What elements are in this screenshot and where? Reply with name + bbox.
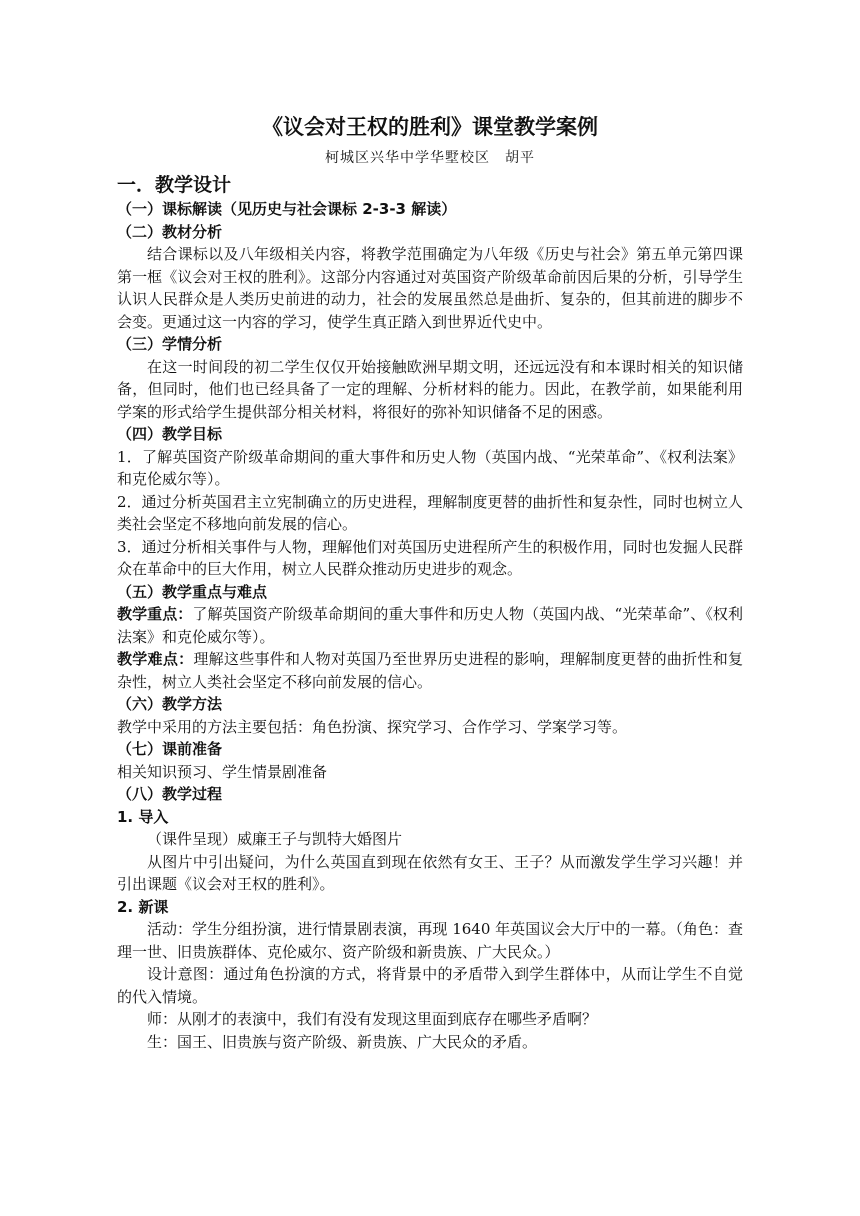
introduction-paragraph: 从图片中引出疑问，为什么英国直到现在依然有女王、王子？从而激发学生学习兴趣！并引出课题《议会对王权的胜利》。 [117, 852, 743, 893]
goal-item: 1．了解英国资产阶级革命期间的重大事件和历史人物（英国内战、“光荣革命”、《权利法案》和克伦威尔等）。 [117, 447, 743, 488]
subsection-standards: （一）课标解读（见历史与社会课标 2-3-3 解读） [117, 200, 457, 218]
difficult-point-label: 教学难点： [117, 650, 194, 668]
new-lesson-paragraph: 设计意图：通过角色扮演的方式，将背景中的矛盾带入到学生群体中，从而让学生不自觉的代入情境。 [117, 965, 743, 1006]
section-heading-teaching-design: 一．教学设计 [117, 174, 232, 196]
preparation-paragraph: 相关知识预习、学生情景剧准备 [117, 762, 328, 781]
teaching-methods-paragraph: 教学中采用的方法主要包括：角色扮演、探究学习、合作学习、学案学习等。 [117, 717, 628, 736]
goal-item: 3．通过分析相关事件与人物，理解他们对英国历史进程所产生的积极作用，同时也发掘人民群众在革命中的巨大作用，树立人民群众推动历史进步的观念。 [117, 537, 743, 578]
document-body [117, 112, 743, 1053]
step-introduction-heading: 1. 导入 [117, 807, 169, 826]
subsection-teaching-goals: （四）教学目标 [117, 425, 223, 443]
document-title: 《议会对王权的胜利》课堂教学案例 [262, 115, 598, 139]
subsection-student-analysis: （三）学情分析 [117, 335, 223, 353]
step-new-lesson-heading: 2. 新课 [117, 897, 169, 916]
new-lesson-paragraph: 生：国王、旧贵族与资产阶级、新贵族、广大民众的矛盾。 [147, 1032, 538, 1051]
subsection-teaching-process: （八）教学过程 [117, 785, 223, 803]
subsection-textbook-analysis: （二）教材分析 [117, 222, 223, 241]
subsection-preparation: （七）课前准备 [117, 740, 223, 758]
key-point-paragraph [117, 603, 743, 648]
subsection-teaching-methods: （六）教学方法 [117, 695, 223, 713]
new-lesson-paragraph: 师：从刚才的表演中，我们有没有发现这里面到底存在哪些矛盾啊？ [147, 1010, 598, 1028]
author-line: 柯城区兴华中学华墅校区 胡平 [325, 150, 535, 166]
goal-item: 2．通过分析英国君主立宪制确立的历史进程，理解制度更替的曲折性和复杂性，同时也树立人类社会坚定不移地向前发展的信心。 [117, 492, 743, 533]
key-point-text: 了解英国资产阶级革命期间的重大事件和历史人物（英国内战、“光荣革命”、《权利法案》和克伦威尔等）。 [117, 605, 743, 646]
subsection-key-difficult-points: （五）教学重点与难点 [117, 582, 268, 601]
textbook-analysis-paragraph: 结合课标以及八年级相关内容，将教学范围确定为八年级《历史与社会》第五单元第四课第一框《议会对王权的胜利》。这部分内容通过对英国资产阶级革命前因后果的分析，引导学生认识人民群众是人类历史前进的动力，社会的发展虽然总是曲折、复杂的，但其前进的脚步不会变。更通过这一内容的学习，使学生真正踏入到世界近代史中。 [117, 245, 743, 331]
key-point-label: 教学重点： [117, 605, 193, 623]
introduction-paragraph: （课件呈现）威廉王子与凯特大婚图片 [147, 830, 403, 848]
difficult-point-text: 理解这些事件和人物对英国乃至世界历史进程的影响，理解制度更替的曲折性和复杂性，树立人类社会坚定不移向前发展的信心。 [117, 650, 743, 691]
student-analysis-paragraph: 在这一时间段的初二学生仅仅开始接触欧洲早期文明，还远远没有和本课时相关的知识储备，但同时，他们也已经具备了一定的理解、分析材料的能力。因此，在教学前，如果能利用学案的形式给学生提供部分相关材料，将很好的弥补知识储备不足的困惑。 [117, 357, 743, 421]
difficult-point-paragraph [117, 648, 743, 693]
new-lesson-paragraph: 活动：学生分组扮演，进行情景剧表演，再现 1640 年英国议会大厅中的一幕。（角色：查理一世、旧贵族群体、克伦威尔、资产阶级和新贵族、广大民众。） [117, 920, 743, 961]
